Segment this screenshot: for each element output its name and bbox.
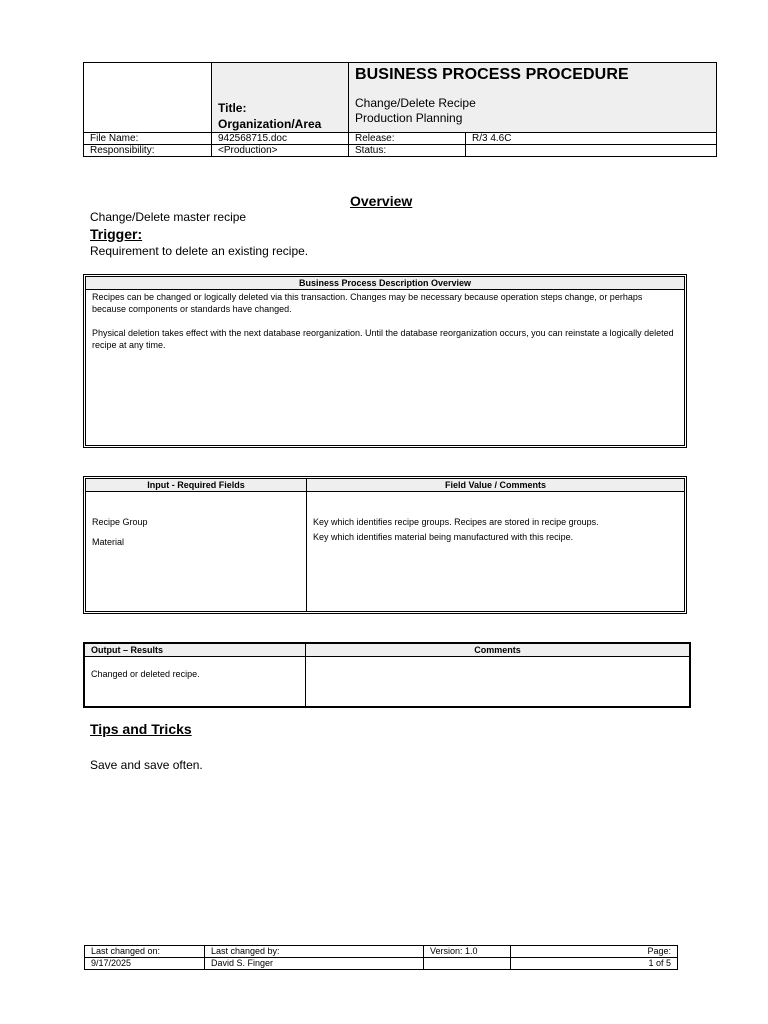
output-col2-header: Comments [306, 644, 689, 657]
output-table [83, 642, 691, 708]
input-col2-header: Field Value / Comments [307, 479, 684, 492]
output-col-right [306, 644, 689, 706]
logo-cell [84, 63, 212, 133]
footer-table [84, 945, 678, 970]
responsibility-value: <Production> [212, 145, 349, 157]
version-value-empty [424, 958, 511, 970]
title-label: Title: [218, 101, 247, 115]
input-field-material: Material [92, 537, 125, 547]
output-result: Changed or deleted recipe. [91, 669, 200, 679]
tips-text: Save and save often. [90, 758, 203, 772]
bpd-heading: Business Process Description Overview [86, 277, 684, 290]
page-value: 1 of 5 [511, 958, 678, 970]
org-value: Production Planning [355, 111, 463, 125]
tips-heading: Tips and Tricks [90, 721, 192, 737]
trigger-heading: Trigger: [90, 226, 143, 242]
output-col-left [85, 644, 306, 706]
input-field-recipe-group: Recipe Group [92, 517, 148, 527]
release-value: R/3 4.6C [466, 133, 717, 145]
input-comment-material: Key which identifies material being manufactured with this recipe. [313, 532, 574, 542]
bpp-title: BUSINESS PROCESS PROCEDURE [355, 66, 629, 83]
status-label: Status: [349, 145, 466, 157]
overview-heading: Overview [350, 193, 413, 209]
status-value [466, 145, 717, 157]
org-label: Organization/Area [218, 117, 322, 131]
input-col-left [86, 479, 307, 611]
last-changed-on-label: Last changed on: [85, 946, 205, 958]
release-label: Release: [349, 133, 466, 145]
title-value: Change/Delete Recipe [355, 96, 476, 110]
file-name-value: 942568715.doc [212, 133, 349, 145]
input-col-right [307, 479, 684, 611]
version-label: Version: 1.0 [424, 946, 511, 958]
overview-text: Change/Delete master recipe [90, 210, 247, 224]
last-changed-date: 9/17/2025 [85, 958, 205, 970]
bpd-paragraph-2: Physical deletion takes effect with the next database reorganization. Until the database reorganization occurs, you can reinstate a logically deleted recipe at any time. [92, 328, 674, 350]
responsibility-label: Responsibility: [84, 145, 212, 157]
file-name-label: File Name: [84, 133, 212, 145]
bpp-cell [349, 63, 717, 133]
header-table [83, 62, 717, 157]
bpd-paragraph-1: Recipes can be changed or logically deleted via this transaction. Changes may be necessary because operation steps change, or perhaps because components or standards have changed. [92, 292, 643, 314]
bpd-box [83, 274, 687, 448]
page-label: Page: [511, 946, 678, 958]
last-changed-author: David S. Finger [205, 958, 424, 970]
input-col1-header: Input - Required Fields [86, 479, 306, 492]
input-table [83, 476, 687, 614]
trigger-text: Requirement to delete an existing recipe. [90, 244, 309, 258]
bpd-body [86, 290, 684, 364]
output-col1-header: Output – Results [85, 644, 305, 657]
last-changed-by-label: Last changed by: [205, 946, 424, 958]
input-comment-recipe-group: Key which identifies recipe groups. Recipes are stored in recipe groups. [313, 517, 599, 527]
title-label-cell [212, 63, 349, 133]
